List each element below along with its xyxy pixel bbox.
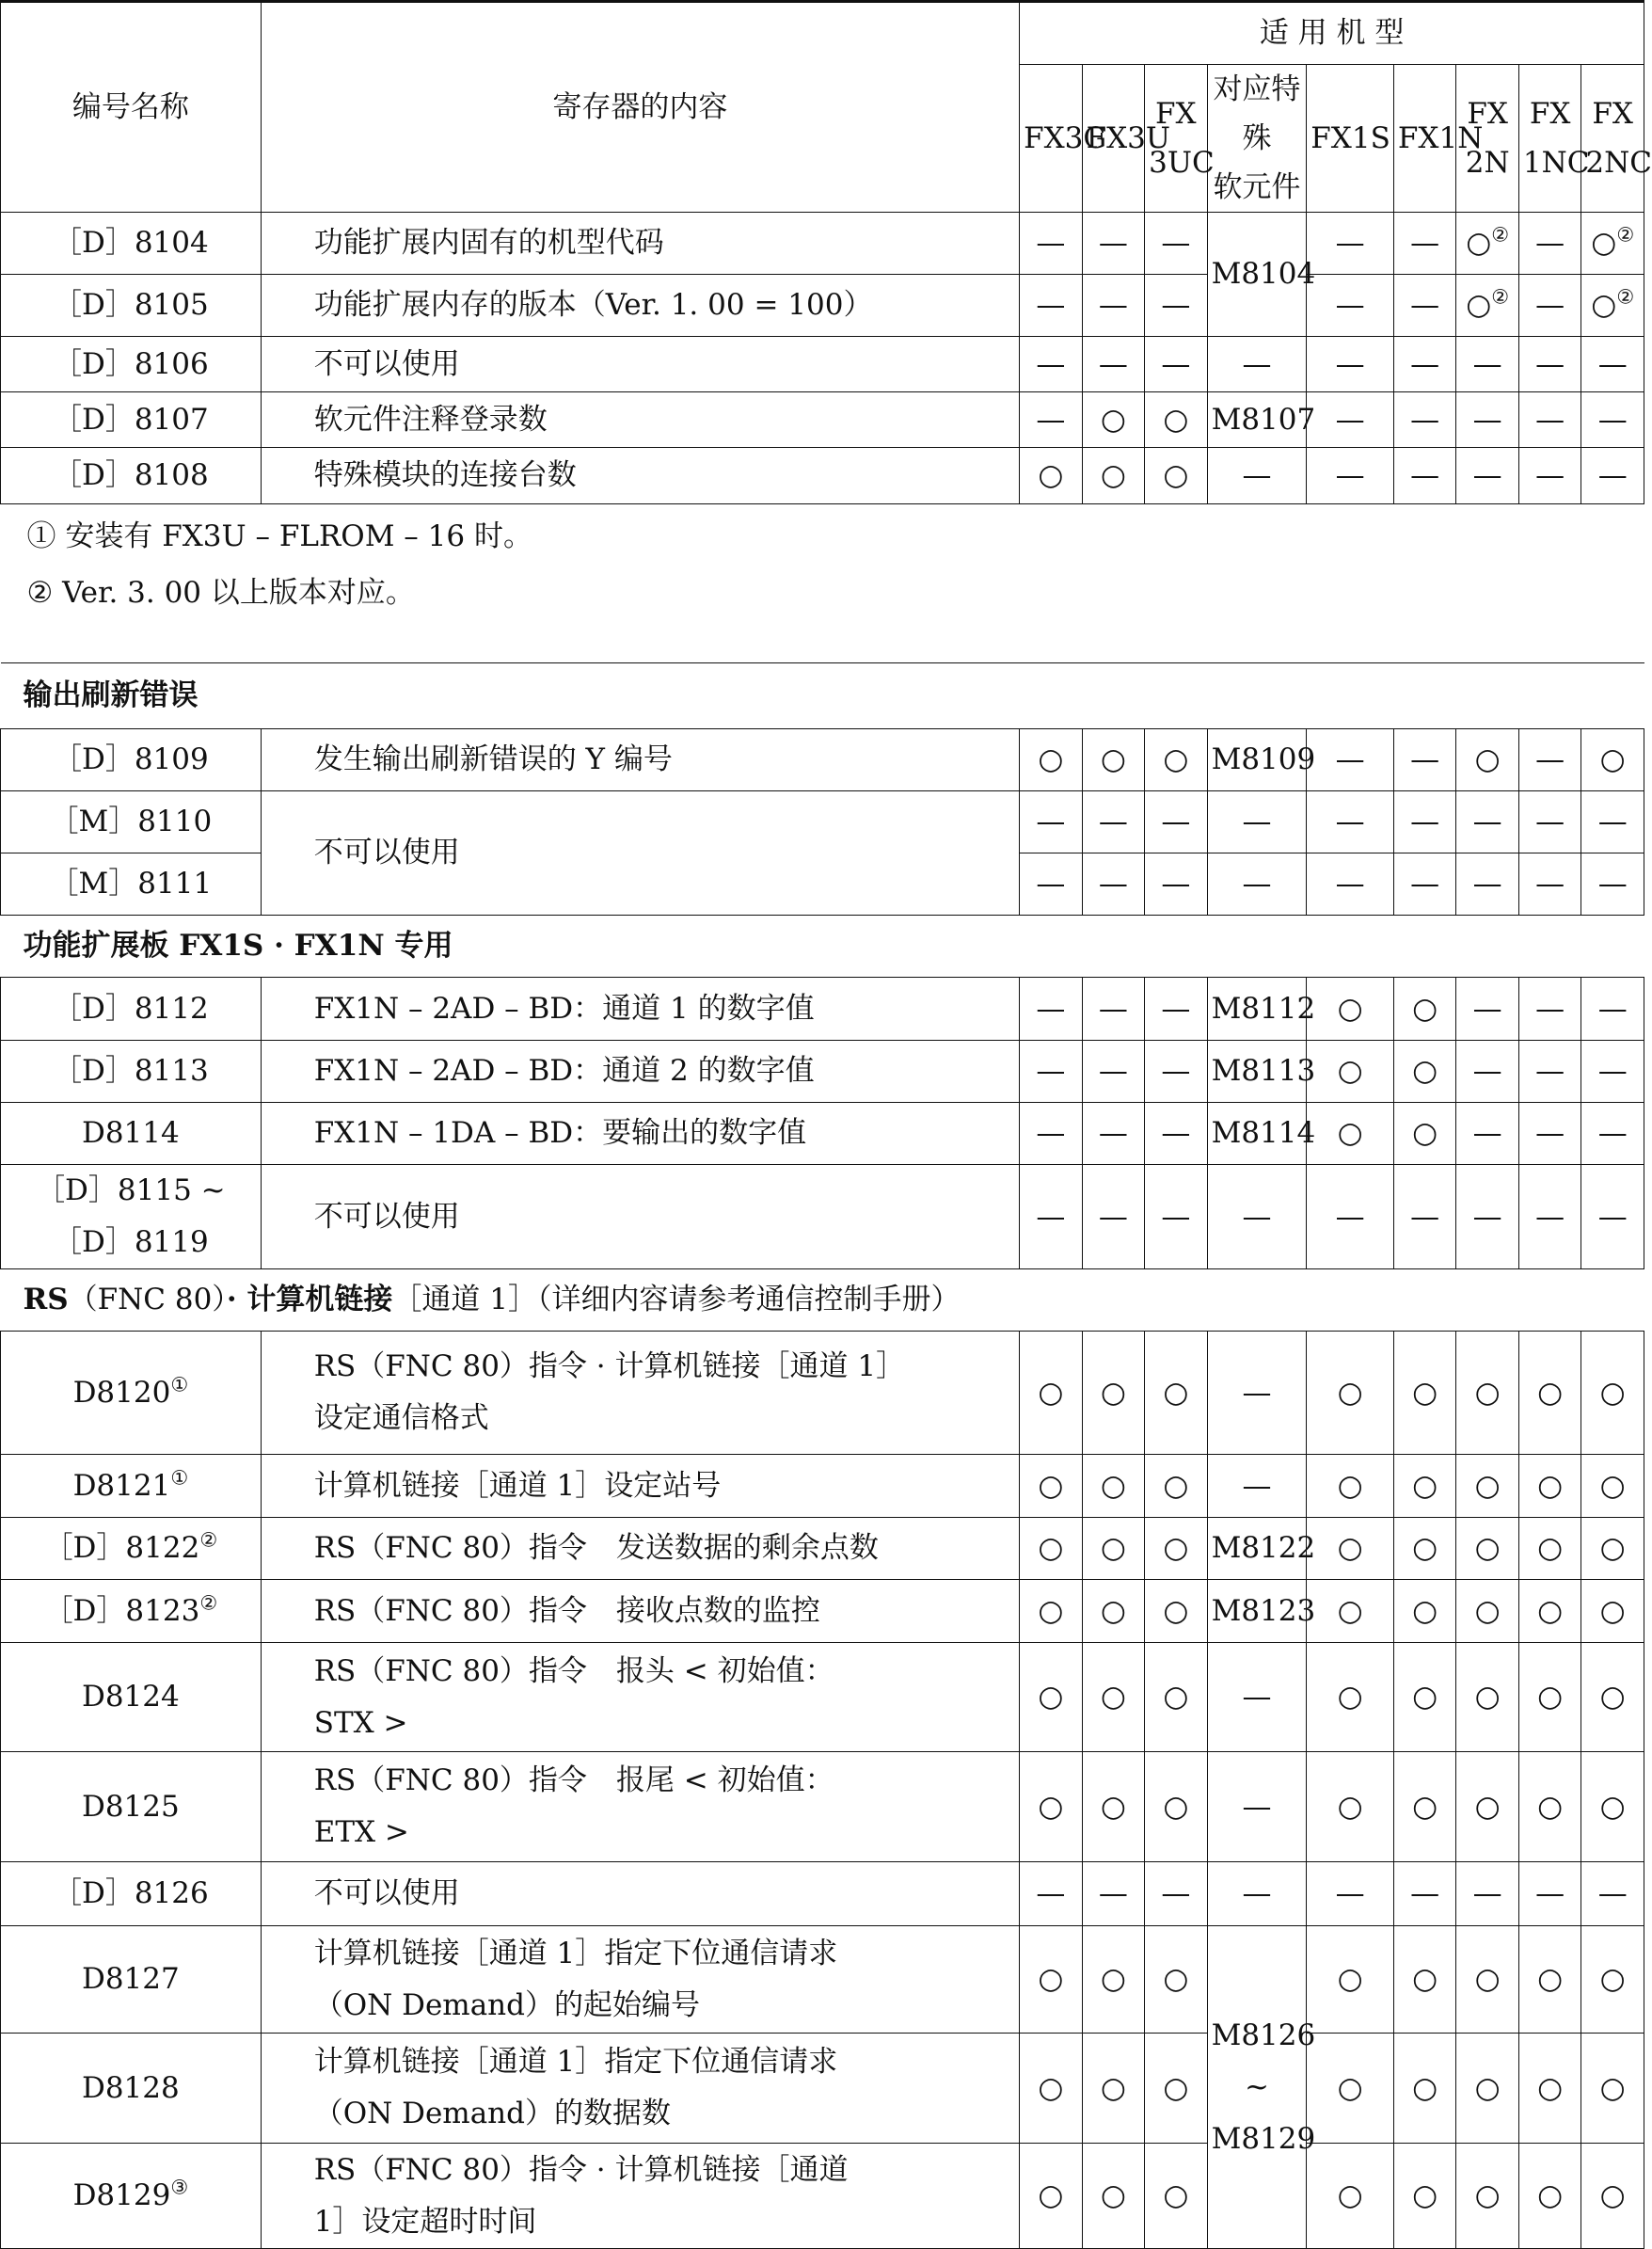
table-row [1,392,1644,448]
section-rs-link: · 计算机链接 [226,1283,393,1316]
model-support-cell: — [1145,1103,1208,1165]
model-support-cell: ○ [1581,1518,1644,1580]
register-description: RS（FNC 80）指令 报头 < 初始值： STX > [261,1643,1019,1752]
model-support-cell: ○② [1581,275,1644,337]
model-support-cell: ○ [1307,1752,1394,1862]
model-support-cell: ○ [1393,1926,1456,2034]
register-description: FX1N – 2AD – BD：通道 1 的数字值 [261,978,1019,1041]
model-support-cell: ○ [1307,1926,1394,2034]
model-support-cell: ○ [1082,729,1145,791]
register-description: 计算机链接［通道 1］指定下位通信请求 （ON Demand）的数据数 [261,2034,1019,2144]
model-support-cell: ○ [1518,1580,1581,1643]
model-support-cell: — [1393,1862,1456,1926]
model-support-cell: ○ [1581,1643,1644,1752]
model-support-cell: — [1145,791,1208,853]
model-support-cell: — [1020,978,1083,1041]
model-support-cell: — [1082,213,1145,275]
table-row [1,2034,1644,2144]
model-support-cell: ○ [1456,1518,1519,1580]
model-support-cell: ○ [1581,2144,1644,2249]
model-support-cell: — [1145,213,1208,275]
model-support-cell: ○ [1082,1518,1145,1580]
model-support-cell: ○ [1518,1332,1581,1455]
model-support-cell: — [1456,1041,1519,1103]
model-support-cell: — [1518,1862,1581,1926]
register-description: 不可以使用 [261,1862,1019,1926]
header-applicable: 适 用 机 型 [1020,2,1644,65]
model-support-cell: ○ [1145,1518,1208,1580]
model-support-cell: — [1020,791,1083,853]
register-number: ［D］8105 [1,275,262,337]
model-support-cell: — [1581,791,1644,853]
register-number: D8120① [1,1332,262,1455]
register-description: RS（FNC 80）指令 · 计算机链接［通道 1］ 设定通信格式 [261,1332,1019,1455]
model-support-cell: — [1456,448,1519,504]
special-device-cell: M8122 [1207,1518,1307,1580]
model-support-cell: ○ [1518,1518,1581,1580]
model-support-cell: — [1518,791,1581,853]
model-support-cell: — [1020,337,1083,392]
register-number: ［D］8115 ~ ［D］8119 [1,1165,262,1269]
special-device-cell: M8126 ~ M8129 [1207,1926,1307,2249]
model-support-cell: ○ [1145,2144,1208,2249]
model-support-cell: — [1581,337,1644,392]
model-support-cell: — [1581,392,1644,448]
special-device-cell: — [1207,1862,1307,1926]
model-support-cell: ○② [1456,213,1519,275]
model-support-cell: ○ [1456,1455,1519,1518]
register-number: D8128 [1,2034,262,2144]
model-support-cell: — [1393,1165,1456,1269]
special-device-cell: M8104 [1207,213,1307,337]
model-support-cell: — [1020,1103,1083,1165]
model-support-cell: — [1020,853,1083,916]
model-support-cell: — [1145,978,1208,1041]
model-support-cell: ○ [1307,1455,1394,1518]
section-row [1,504,1644,663]
model-support-cell: ○ [1307,978,1394,1041]
model-support-cell: — [1145,1165,1208,1269]
model-support-cell: ○ [1020,448,1083,504]
register-description: 发生输出刷新错误的 Y 编号 [261,729,1019,791]
table-row [1,1041,1644,1103]
model-support-cell: ○ [1393,1332,1456,1455]
model-support-cell: ○ [1145,448,1208,504]
model-support-cell: — [1456,392,1519,448]
register-number: D8114 [1,1103,262,1165]
special-device-cell: — [1207,1752,1307,1862]
model-support-cell: ○ [1145,1926,1208,2034]
model-support-cell: — [1020,1041,1083,1103]
table-row [1,978,1644,1041]
model-support-cell: ○ [1020,1643,1083,1752]
model-support-cell: — [1082,1862,1145,1926]
model-support-cell: — [1082,1041,1145,1103]
table-row [1,729,1644,791]
model-support-cell: ○ [1581,1455,1644,1518]
register-number: ［D］8123② [1,1580,262,1643]
model-support-cell: — [1456,1165,1519,1269]
model-support-cell: — [1518,729,1581,791]
model-support-cell: ○ [1082,2034,1145,2144]
model-support-cell: — [1393,853,1456,916]
model-support-cell: — [1307,337,1394,392]
table-row [1,1643,1644,1752]
register-description: RS（FNC 80）指令 报尾 < 初始值： ETX > [261,1752,1019,1862]
model-support-cell: — [1393,448,1456,504]
model-support-cell: — [1307,729,1394,791]
model-header-cell: FX 2N [1456,65,1519,213]
model-support-cell: ○ [1456,1580,1519,1643]
model-support-cell: ○ [1393,1455,1456,1518]
model-support-cell: — [1518,337,1581,392]
register-description: 计算机链接［通道 1］指定下位通信请求 （ON Demand）的起始编号 [261,1926,1019,2034]
model-support-cell: — [1581,448,1644,504]
register-number: ［D］8108 [1,448,262,504]
model-support-cell: — [1082,1103,1145,1165]
table-row [1,1580,1644,1643]
model-support-cell: — [1581,1165,1644,1269]
model-support-cell: ○ [1456,2034,1519,2144]
model-support-cell: ○ [1020,1518,1083,1580]
register-number: ［D］8126 [1,1862,262,1926]
model-support-cell: ○ [1456,1926,1519,2034]
model-support-cell: — [1307,275,1394,337]
model-support-cell: ○ [1393,978,1456,1041]
special-device-cell: — [1207,853,1307,916]
register-number: ［D］8104 [1,213,262,275]
register-number: ［D］8122② [1,1518,262,1580]
model-support-cell: ○ [1456,729,1519,791]
model-support-cell: ○ [1393,1752,1456,1862]
model-support-cell: — [1145,1862,1208,1926]
model-support-cell: ○ [1393,1643,1456,1752]
model-support-cell: — [1518,275,1581,337]
section-row [1,1269,1644,1332]
model-support-cell: — [1307,1165,1394,1269]
model-support-cell: ○ [1145,392,1208,448]
model-support-cell: ○ [1307,1332,1394,1455]
model-support-cell: ○ [1020,1926,1083,2034]
model-support-cell: ○ [1082,448,1145,504]
model-support-cell: — [1393,213,1456,275]
register-number: D8125 [1,1752,262,1862]
register-description: FX1N – 2AD – BD：通道 2 的数字值 [261,1041,1019,1103]
model-support-cell: — [1518,448,1581,504]
model-support-cell: ○ [1082,1926,1145,2034]
model-support-cell: — [1518,1041,1581,1103]
table-row [1,1455,1644,1518]
header-number: 编号名称 [1,2,262,213]
special-device-cell: — [1207,791,1307,853]
model-support-cell: — [1456,337,1519,392]
section-row [1,663,1644,729]
model-support-cell: ○ [1020,729,1083,791]
section-rs-rest: ［通道 1］（详细内容请参考通信控制手册） [392,1283,961,1316]
special-device-cell: — [1207,448,1307,504]
model-support-cell: — [1518,213,1581,275]
model-support-cell: — [1456,978,1519,1041]
model-support-cell: ○ [1393,1580,1456,1643]
model-support-cell: — [1145,1041,1208,1103]
table-body [1,2,1652,2249]
model-support-cell: ○ [1082,1643,1145,1752]
section-title: 功能扩展板 FX1S · FX1N 专用 [1,916,1644,978]
model-support-cell: — [1581,853,1644,916]
register-description: 不可以使用 [261,791,1019,916]
model-support-cell: ○ [1518,1455,1581,1518]
model-support-cell: ○ [1581,1926,1644,2034]
model-support-cell: — [1393,392,1456,448]
model-support-cell: ○ [1145,1455,1208,1518]
model-support-cell: ○ [1307,2034,1394,2144]
model-support-cell: ○ [1456,1643,1519,1752]
register-number: ［M］8111 [1,853,262,916]
model-support-cell: — [1307,392,1394,448]
footnote: ① 安装有 FX3U – FLROM – 16 时。 [26,519,532,553]
model-support-cell: ○ [1145,1580,1208,1643]
table-row [1,1926,1644,2034]
register-description: 不可以使用 [261,1165,1019,1269]
model-support-cell: — [1082,853,1145,916]
register-number: ［D］8106 [1,337,262,392]
section-row [1,916,1644,978]
model-support-cell: ○ [1020,1332,1083,1455]
model-support-cell: — [1581,1103,1644,1165]
model-support-cell: ○ [1020,2034,1083,2144]
register-description: FX1N – 1DA – BD：要输出的数字值 [261,1103,1019,1165]
section-rs-fnc: （FNC 80） [68,1283,227,1316]
model-support-cell: — [1082,791,1145,853]
model-support-cell: ○ [1082,2144,1145,2249]
model-support-cell: — [1307,213,1394,275]
header-content: 寄存器的内容 [261,2,1019,213]
model-support-cell: — [1145,853,1208,916]
section-title: 输出刷新错误 [1,663,1644,729]
model-header-cell: FX1N [1393,65,1456,213]
model-support-cell: ○ [1307,1580,1394,1643]
model-support-cell: — [1456,1103,1519,1165]
model-support-cell: — [1307,853,1394,916]
model-support-cell: ○ [1307,2144,1394,2249]
model-support-cell: ○ [1393,1103,1456,1165]
model-support-cell: — [1581,1041,1644,1103]
model-header-cell: FX 3UC [1145,65,1208,213]
register-description: 功能扩展内固有的机型代码 [261,213,1019,275]
register-number: ［D］8109 [1,729,262,791]
model-support-cell: — [1082,978,1145,1041]
model-support-cell: ○ [1145,1643,1208,1752]
model-header-cell: FX 2NC [1581,65,1644,213]
model-support-cell: ○ [1020,1455,1083,1518]
model-support-cell: — [1518,853,1581,916]
footnote: ② Ver. 3. 00 以上版本对应。 [26,576,415,610]
model-support-cell: ○ [1082,1752,1145,1862]
model-header-cell: FX 1NC [1518,65,1581,213]
model-support-cell: — [1020,275,1083,337]
model-support-cell: — [1456,791,1519,853]
model-support-cell: — [1518,392,1581,448]
model-support-cell: — [1581,1862,1644,1926]
model-support-cell: ○ [1518,1926,1581,2034]
model-support-cell: ○ [1020,1752,1083,1862]
special-device-cell: M8112 [1207,978,1307,1041]
special-device-cell: M8123 [1207,1580,1307,1643]
register-description: 软元件注释登录数 [261,392,1019,448]
register-description: 计算机链接［通道 1］设定站号 [261,1455,1019,1518]
model-header-cell: FX1S [1307,65,1394,213]
model-support-cell: ○ [1456,1332,1519,1455]
special-device-cell: M8107 [1207,392,1307,448]
model-support-cell: — [1393,729,1456,791]
table-row [1,1752,1644,1862]
special-device-cell: M8109 [1207,729,1307,791]
section-title [1,1269,1644,1332]
register-description: 功能扩展内存的版本（Ver. 1. 00 = 100） [261,275,1019,337]
model-support-cell: ○② [1456,275,1519,337]
table-row [1,1332,1644,1455]
model-support-cell: — [1518,1103,1581,1165]
model-header-cell: FX3U [1082,65,1145,213]
register-description: RS（FNC 80）指令 发送数据的剩余点数 [261,1518,1019,1580]
model-support-cell: ○ [1518,2034,1581,2144]
model-support-cell: — [1082,275,1145,337]
special-device-cell: — [1207,1332,1307,1455]
model-support-cell: ○ [1581,1580,1644,1643]
table-row [1,448,1644,504]
register-number: D8127 [1,1926,262,2034]
section-rs-bold: RS [23,1283,69,1316]
register-description: RS（FNC 80）指令 接收点数的监控 [261,1580,1019,1643]
model-support-cell: ○ [1020,1580,1083,1643]
model-support-cell: ○② [1581,213,1644,275]
model-support-cell: ○ [1581,1752,1644,1862]
special-device-cell: M8113 [1207,1041,1307,1103]
model-support-cell: — [1307,1862,1394,1926]
model-support-cell: ○ [1082,1332,1145,1455]
special-device-cell: — [1207,337,1307,392]
model-support-cell: ○ [1145,729,1208,791]
model-support-cell: ○ [1020,2144,1083,2249]
table-row [1,791,1644,853]
special-device-cell: — [1207,1455,1307,1518]
model-support-cell: — [1020,213,1083,275]
model-support-cell: ○ [1082,1455,1145,1518]
model-support-cell: ○ [1581,729,1644,791]
model-support-cell: ○ [1082,1580,1145,1643]
model-support-cell: ○ [1307,1518,1394,1580]
model-support-cell: ○ [1393,2034,1456,2144]
model-header-cell: 对应特殊 软元件 [1207,65,1307,213]
special-device-cell: M8114 [1207,1103,1307,1165]
table-row [1,213,1644,275]
model-support-cell: — [1518,978,1581,1041]
model-support-cell: ○ [1145,1752,1208,1862]
special-device-cell: — [1207,1165,1307,1269]
register-number: D8124 [1,1643,262,1752]
model-support-cell: — [1518,1165,1581,1269]
model-support-cell: ○ [1307,1041,1394,1103]
model-support-cell: — [1307,791,1394,853]
register-description: 不可以使用 [261,337,1019,392]
register-number: D8129③ [1,2144,262,2249]
model-support-cell: — [1393,791,1456,853]
model-support-cell: — [1307,448,1394,504]
table-row [1,1165,1644,1269]
table-row [1,1103,1644,1165]
register-number: ［D］8107 [1,392,262,448]
model-support-cell: — [1581,978,1644,1041]
register-number: ［M］8110 [1,791,262,853]
register-description: RS（FNC 80）指令 · 计算机链接［通道 1］设定超时时间 [261,2144,1019,2249]
register-number: ［D］8112 [1,978,262,1041]
model-support-cell: — [1020,1165,1083,1269]
model-support-cell: ○ [1145,1332,1208,1455]
model-support-cell: ○ [1456,1752,1519,1862]
model-support-cell: — [1456,853,1519,916]
model-support-cell: ○ [1082,392,1145,448]
model-support-cell: ○ [1518,2144,1581,2249]
model-support-cell: ○ [1307,1103,1394,1165]
model-support-cell: ○ [1145,2034,1208,2144]
model-support-cell: — [1456,1862,1519,1926]
model-support-cell: ○ [1393,1518,1456,1580]
model-support-cell: ○ [1393,2144,1456,2249]
model-support-cell: — [1393,337,1456,392]
model-support-cell: — [1145,275,1208,337]
table-row [1,275,1644,337]
model-support-cell: ○ [1456,2144,1519,2249]
register-description: 特殊模块的连接台数 [261,448,1019,504]
model-support-cell: ○ [1393,1041,1456,1103]
register-number: ［D］8113 [1,1041,262,1103]
model-support-cell: ○ [1518,1752,1581,1862]
table-row [1,2144,1644,2249]
model-support-cell: — [1145,337,1208,392]
table-row [1,1862,1644,1926]
footnotes [1,504,1644,663]
model-support-cell: — [1082,1165,1145,1269]
table-row [1,337,1644,392]
model-support-cell: ○ [1307,1643,1394,1752]
model-support-cell: — [1082,337,1145,392]
model-header-cell: FX3G [1020,65,1083,213]
special-device-cell: — [1207,1643,1307,1752]
register-number: D8121① [1,1455,262,1518]
model-support-cell: ○ [1581,1332,1644,1455]
table-row [1,1518,1644,1580]
model-support-cell: — [1020,1862,1083,1926]
model-support-cell: ○ [1518,1643,1581,1752]
model-support-cell: ○ [1581,2034,1644,2144]
model-support-cell: — [1020,392,1083,448]
model-support-cell: — [1393,275,1456,337]
